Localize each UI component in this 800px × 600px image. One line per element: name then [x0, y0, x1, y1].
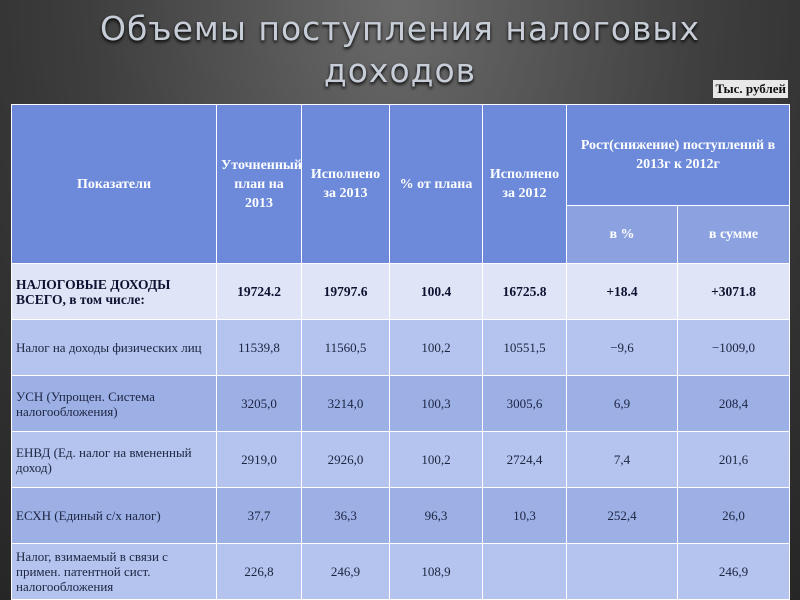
header-indicator: Показатели — [12, 105, 217, 264]
cell-percent: 108,9 — [390, 544, 483, 600]
cell-plan: 3205,0 — [217, 376, 302, 432]
table-row — [12, 488, 790, 544]
cell-exec-2013: 246,9 — [302, 544, 390, 600]
cell-plan: 37,7 — [217, 488, 302, 544]
row-label: ЕСХН (Единый с/х налог) — [12, 488, 217, 544]
slide-title — [0, 8, 800, 92]
cell-exec-2013: 11560,5 — [302, 320, 390, 376]
cell-plan: 11539,8 — [217, 320, 302, 376]
cell-growth-percent: 6,9 — [567, 376, 678, 432]
cell-exec-2013: 19797.6 — [302, 264, 390, 320]
table-row — [12, 432, 790, 488]
cell-growth-sum: +3071.8 — [678, 264, 790, 320]
slide-title-line-2: доходов — [323, 51, 477, 90]
row-label: НАЛОГОВЫЕ ДОХОДЫ ВСЕГО, в том числе: — [12, 264, 217, 320]
cell-exec-2012: 2724,4 — [483, 432, 567, 488]
cell-growth-sum: 201,6 — [678, 432, 790, 488]
cell-percent: 100,3 — [390, 376, 483, 432]
header-executed-2013: Исполнено за 2013 — [302, 105, 390, 264]
row-label: УСН (Упрощен. Система налогообложения) — [12, 376, 217, 432]
cell-exec-2012: 16725.8 — [483, 264, 567, 320]
cell-growth-percent: 7,4 — [567, 432, 678, 488]
cell-exec-2012 — [483, 544, 567, 600]
table-row-total — [12, 264, 790, 320]
tax-revenue-table — [11, 104, 790, 600]
units-label: Тыс. рублей — [715, 81, 786, 96]
header-percent-plan: % от плана — [390, 105, 483, 264]
cell-exec-2012: 3005,6 — [483, 376, 567, 432]
cell-percent: 100,2 — [390, 432, 483, 488]
cell-growth-percent: 252,4 — [567, 488, 678, 544]
cell-growth-sum: 246,9 — [678, 544, 790, 600]
row-label: Налог на доходы физических лиц — [12, 320, 217, 376]
header-plan: Уточненный план на 2013 — [217, 105, 302, 264]
header-executed-2012: Исполнено за 2012 — [483, 105, 567, 264]
cell-growth-sum: −1009,0 — [678, 320, 790, 376]
cell-growth-sum: 208,4 — [678, 376, 790, 432]
header-growth-percent: в % — [567, 206, 678, 264]
cell-exec-2013: 36,3 — [302, 488, 390, 544]
cell-growth-percent: +18.4 — [567, 264, 678, 320]
cell-exec-2013: 3214,0 — [302, 376, 390, 432]
cell-growth-percent: −9,6 — [567, 320, 678, 376]
header-growth: Рост(снижение) поступлений в 2013г к 2012г — [567, 105, 790, 206]
cell-percent: 100,2 — [390, 320, 483, 376]
header-growth-sum: в сумме — [678, 206, 790, 264]
cell-exec-2012: 10551,5 — [483, 320, 567, 376]
table-row — [12, 376, 790, 432]
cell-exec-2013: 2926,0 — [302, 432, 390, 488]
cell-exec-2012: 10,3 — [483, 488, 567, 544]
cell-growth-sum: 26,0 — [678, 488, 790, 544]
cell-percent: 96,3 — [390, 488, 483, 544]
table-row — [12, 544, 790, 600]
cell-percent: 100.4 — [390, 264, 483, 320]
cell-plan: 19724.2 — [217, 264, 302, 320]
row-label: Налог, взимаемый в связи с примен. патентной сист. налогообложения — [12, 544, 217, 600]
table-row — [12, 320, 790, 376]
cell-growth-percent — [567, 544, 678, 600]
slide-title-line-1: Объемы поступления налоговых — [99, 9, 701, 48]
cell-plan: 226,8 — [217, 544, 302, 600]
row-label: ЕНВД (Ед. налог на вмененный доход) — [12, 432, 217, 488]
tax-revenue-table-container — [11, 104, 789, 600]
cell-plan: 2919,0 — [217, 432, 302, 488]
